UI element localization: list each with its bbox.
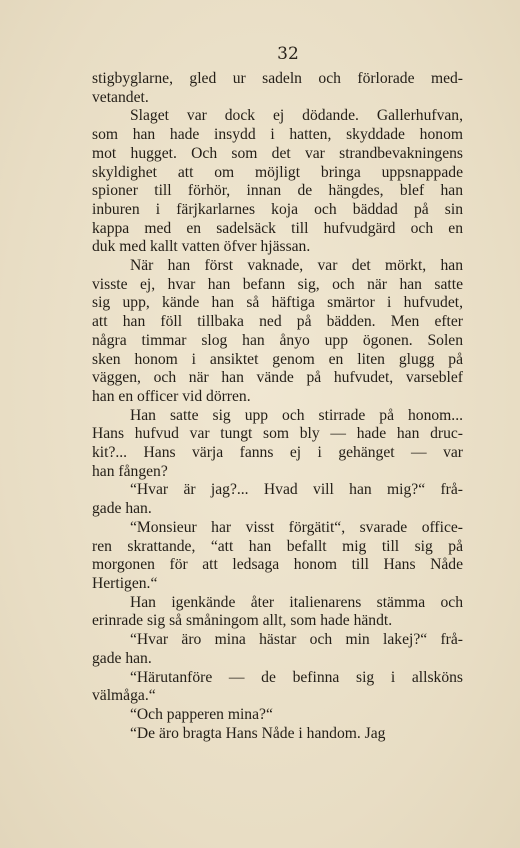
text-line: väggen, och när han vände på hufvudet, varseblef	[92, 369, 463, 387]
text-line: Hertigen.“	[92, 574, 158, 592]
text-line: han fången?	[92, 462, 168, 480]
paragraph	[92, 706, 463, 725]
text-line: “Och papperen mina?“	[130, 705, 273, 723]
paragraph	[92, 631, 463, 668]
paragraph	[92, 669, 463, 706]
paragraph	[92, 70, 463, 107]
paragraph	[92, 725, 463, 744]
paragraph	[92, 107, 463, 257]
text-line: som han hade insydd i hatten, skyddade honom	[92, 126, 463, 144]
text-line: skyldighet att om möjligt bringa uppsnappade	[92, 163, 463, 181]
paragraph	[92, 257, 463, 407]
text-line: vetandet.	[92, 88, 149, 106]
text-line: kappa med en sadelsäck till hufvudgärd och en	[92, 219, 463, 237]
text-line: sken honom i ansiktet genom en liten glugg på	[92, 350, 463, 368]
text-line: han en officer vid dörren.	[92, 387, 251, 405]
text-line: stigbyglarne, gled ur sadeln och förlorade med-	[92, 70, 463, 87]
text-line: ren skrattande, “att han befallt mig till sig på	[92, 537, 463, 555]
text-line: visste ej, hvar han befann sig, och när han satte	[92, 275, 463, 293]
text-line: “Hvar äro mina hästar och min lakej?“ frå-	[130, 631, 463, 649]
text-line: spioner till förhör, innan de hängdes, blef han	[92, 182, 463, 200]
text-line: välmåga.“	[92, 687, 156, 705]
text-line: mot hugget. Och som det var strandbevakningens	[92, 144, 463, 162]
text-line: kit?... Hans värja fanns ej i gehänget — var	[92, 444, 463, 462]
text-line: gade han.	[92, 649, 152, 667]
text-line: “Härutanföre — de befinna sig i allsköns	[130, 668, 463, 686]
text-line: Hans hufvud var tungt som bly — hade han druc-	[92, 425, 463, 443]
text-line: “Hvar är jag?... Hvad vill han mig?“ frå-	[130, 481, 463, 499]
body-text	[92, 70, 463, 743]
text-line: att han föll tillbaka ned på bädden. Men efter	[92, 313, 463, 331]
paragraph	[92, 481, 463, 518]
text-line: När han först vaknade, var det mörkt, han	[130, 257, 463, 275]
text-line: morgonen för att ledsaga honom till Hans Nåde	[92, 556, 463, 574]
paragraph	[92, 594, 463, 631]
text-line: några timmar slog han ånyo upp ögonen. Solen	[92, 331, 463, 349]
text-line: sig upp, kände han så häftiga smärtor i hufvudet,	[92, 294, 463, 312]
text-line: erinrade sig så småningom allt, som hade händt.	[92, 612, 393, 630]
text-line: “De äro bragta Hans Nåde i handom. Jag	[130, 724, 386, 742]
text-line: Han igenkände åter italienarens stämma och	[130, 593, 463, 611]
text-line: Han satte sig upp och stirrade på honom...	[130, 406, 463, 424]
text-line: gade han.	[92, 500, 152, 518]
paragraph	[92, 407, 463, 482]
paragraph	[92, 519, 463, 594]
text-line: inburen i färjkarlarnes koja och bäddad på sin	[92, 200, 463, 218]
text-line: “Monsieur har visst förgätit“, svarade office-	[130, 518, 463, 536]
text-line: Slaget var dock ej dödande. Gallerhufvan,	[130, 107, 463, 125]
page-number: 32	[277, 44, 299, 64]
text-line: duk med kallt vatten öfver hjässan.	[92, 238, 311, 256]
